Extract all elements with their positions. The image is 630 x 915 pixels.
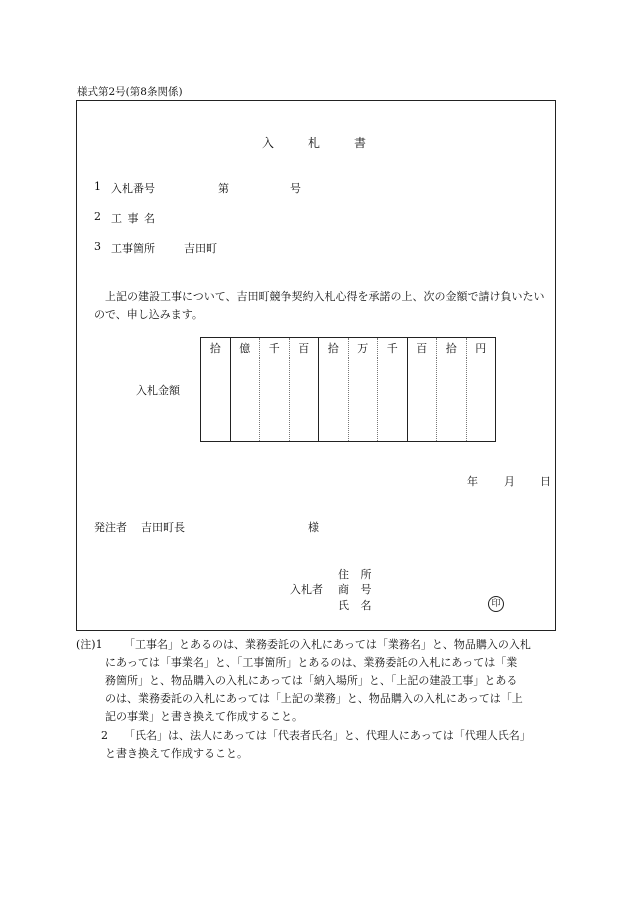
col-header: 拾 xyxy=(209,342,221,355)
date-day: 日 xyxy=(540,475,551,488)
amount-digit-cell[interactable] xyxy=(289,358,319,441)
date-year: 年 xyxy=(467,475,478,488)
col-header: 百 xyxy=(407,338,437,359)
bidder-name-label: 氏 名 xyxy=(338,599,376,612)
seal-mark-icon: 印 xyxy=(488,596,504,612)
item-2-label: 工 事 名 xyxy=(111,212,156,225)
amount-digit-cell[interactable] xyxy=(437,358,467,441)
bidder-trade-name-label: 商 号 xyxy=(338,583,376,596)
title-char-1: 入 xyxy=(262,136,275,150)
col-header: 億 xyxy=(230,338,260,359)
bidder-address-label: 住 所 xyxy=(338,568,376,581)
amount-digit-cell[interactable] xyxy=(466,358,496,441)
note-1-line-4: のは、業務委託の入札にあっては「上記の業務」と、物品購入の入札にあっては「上 xyxy=(105,692,523,705)
note-1-line-1: 「工事名」とあるのは、業務委託の入札にあっては「業務名」と、物品購入の入札 xyxy=(124,638,531,651)
title-char-3: 書 xyxy=(354,136,367,150)
col-header: 千 xyxy=(260,338,290,359)
amount-digit-cell[interactable] xyxy=(260,358,290,441)
col-header: 万 xyxy=(348,338,378,359)
col-header: 千 xyxy=(378,338,408,359)
item-3-value: 吉田町 xyxy=(184,242,217,255)
title-char-2: 札 xyxy=(308,136,321,150)
col-header: 円 xyxy=(466,338,496,359)
form-number-label: 様式第2号(第8条関係) xyxy=(77,86,183,98)
note-2-line-1: 「氏名」は、法人にあっては「代表者氏名」と、代理人にあっては「代理人氏名」 xyxy=(124,729,531,742)
item-1-label: 入札番号 xyxy=(111,182,155,195)
orderer-honorific: 様 xyxy=(308,521,319,534)
amount-label: 入札金額 xyxy=(136,384,180,397)
col-header: 百 xyxy=(289,338,319,359)
orderer-label: 発注者 xyxy=(94,521,127,534)
item-3-label: 工事箇所 xyxy=(111,242,155,255)
item-1-number: 1 xyxy=(94,180,101,193)
amount-digit-cell[interactable] xyxy=(378,358,408,441)
orderer-name: 吉田町長 xyxy=(141,521,185,534)
notes-prefix: (注)1 xyxy=(76,638,103,651)
col-header: 拾 xyxy=(437,338,467,359)
amount-digit-cell[interactable] xyxy=(201,358,231,441)
amount-table xyxy=(200,337,496,442)
date-month: 月 xyxy=(504,475,515,488)
col-header: 拾 xyxy=(319,338,349,359)
note-2-line-2: と書き換えて作成すること。 xyxy=(105,747,248,760)
item-3-number: 3 xyxy=(94,240,101,253)
amount-digit-cell[interactable] xyxy=(230,358,260,441)
item-2-number: 2 xyxy=(94,210,101,223)
note-1-line-2: にあっては「事業名」と、「工事箇所」とあるのは、業務委託の入札にあっては「業 xyxy=(105,656,518,669)
amount-digit-cell[interactable] xyxy=(348,358,378,441)
body-paragraph: 上記の建設工事について、吉田町競争契約入札心得を承諾の上、次の金額で請け負いたいので、申し込みます。 xyxy=(94,290,545,321)
note-2-number: 2 xyxy=(101,729,108,742)
amount-digit-cell[interactable] xyxy=(407,358,437,441)
bidder-label: 入札者 xyxy=(290,583,323,596)
item-1-go: 号 xyxy=(290,182,301,195)
amount-digit-cell[interactable] xyxy=(319,358,349,441)
item-1-dai: 第 xyxy=(218,182,229,195)
note-1-line-5: 記の事業」と書き換えて作成すること。 xyxy=(105,710,303,723)
note-1-line-3: 務箇所」と、物品購入の入札にあっては「納入場所」と、「上記の建設工事」とある xyxy=(105,674,518,687)
document-title xyxy=(262,134,366,151)
